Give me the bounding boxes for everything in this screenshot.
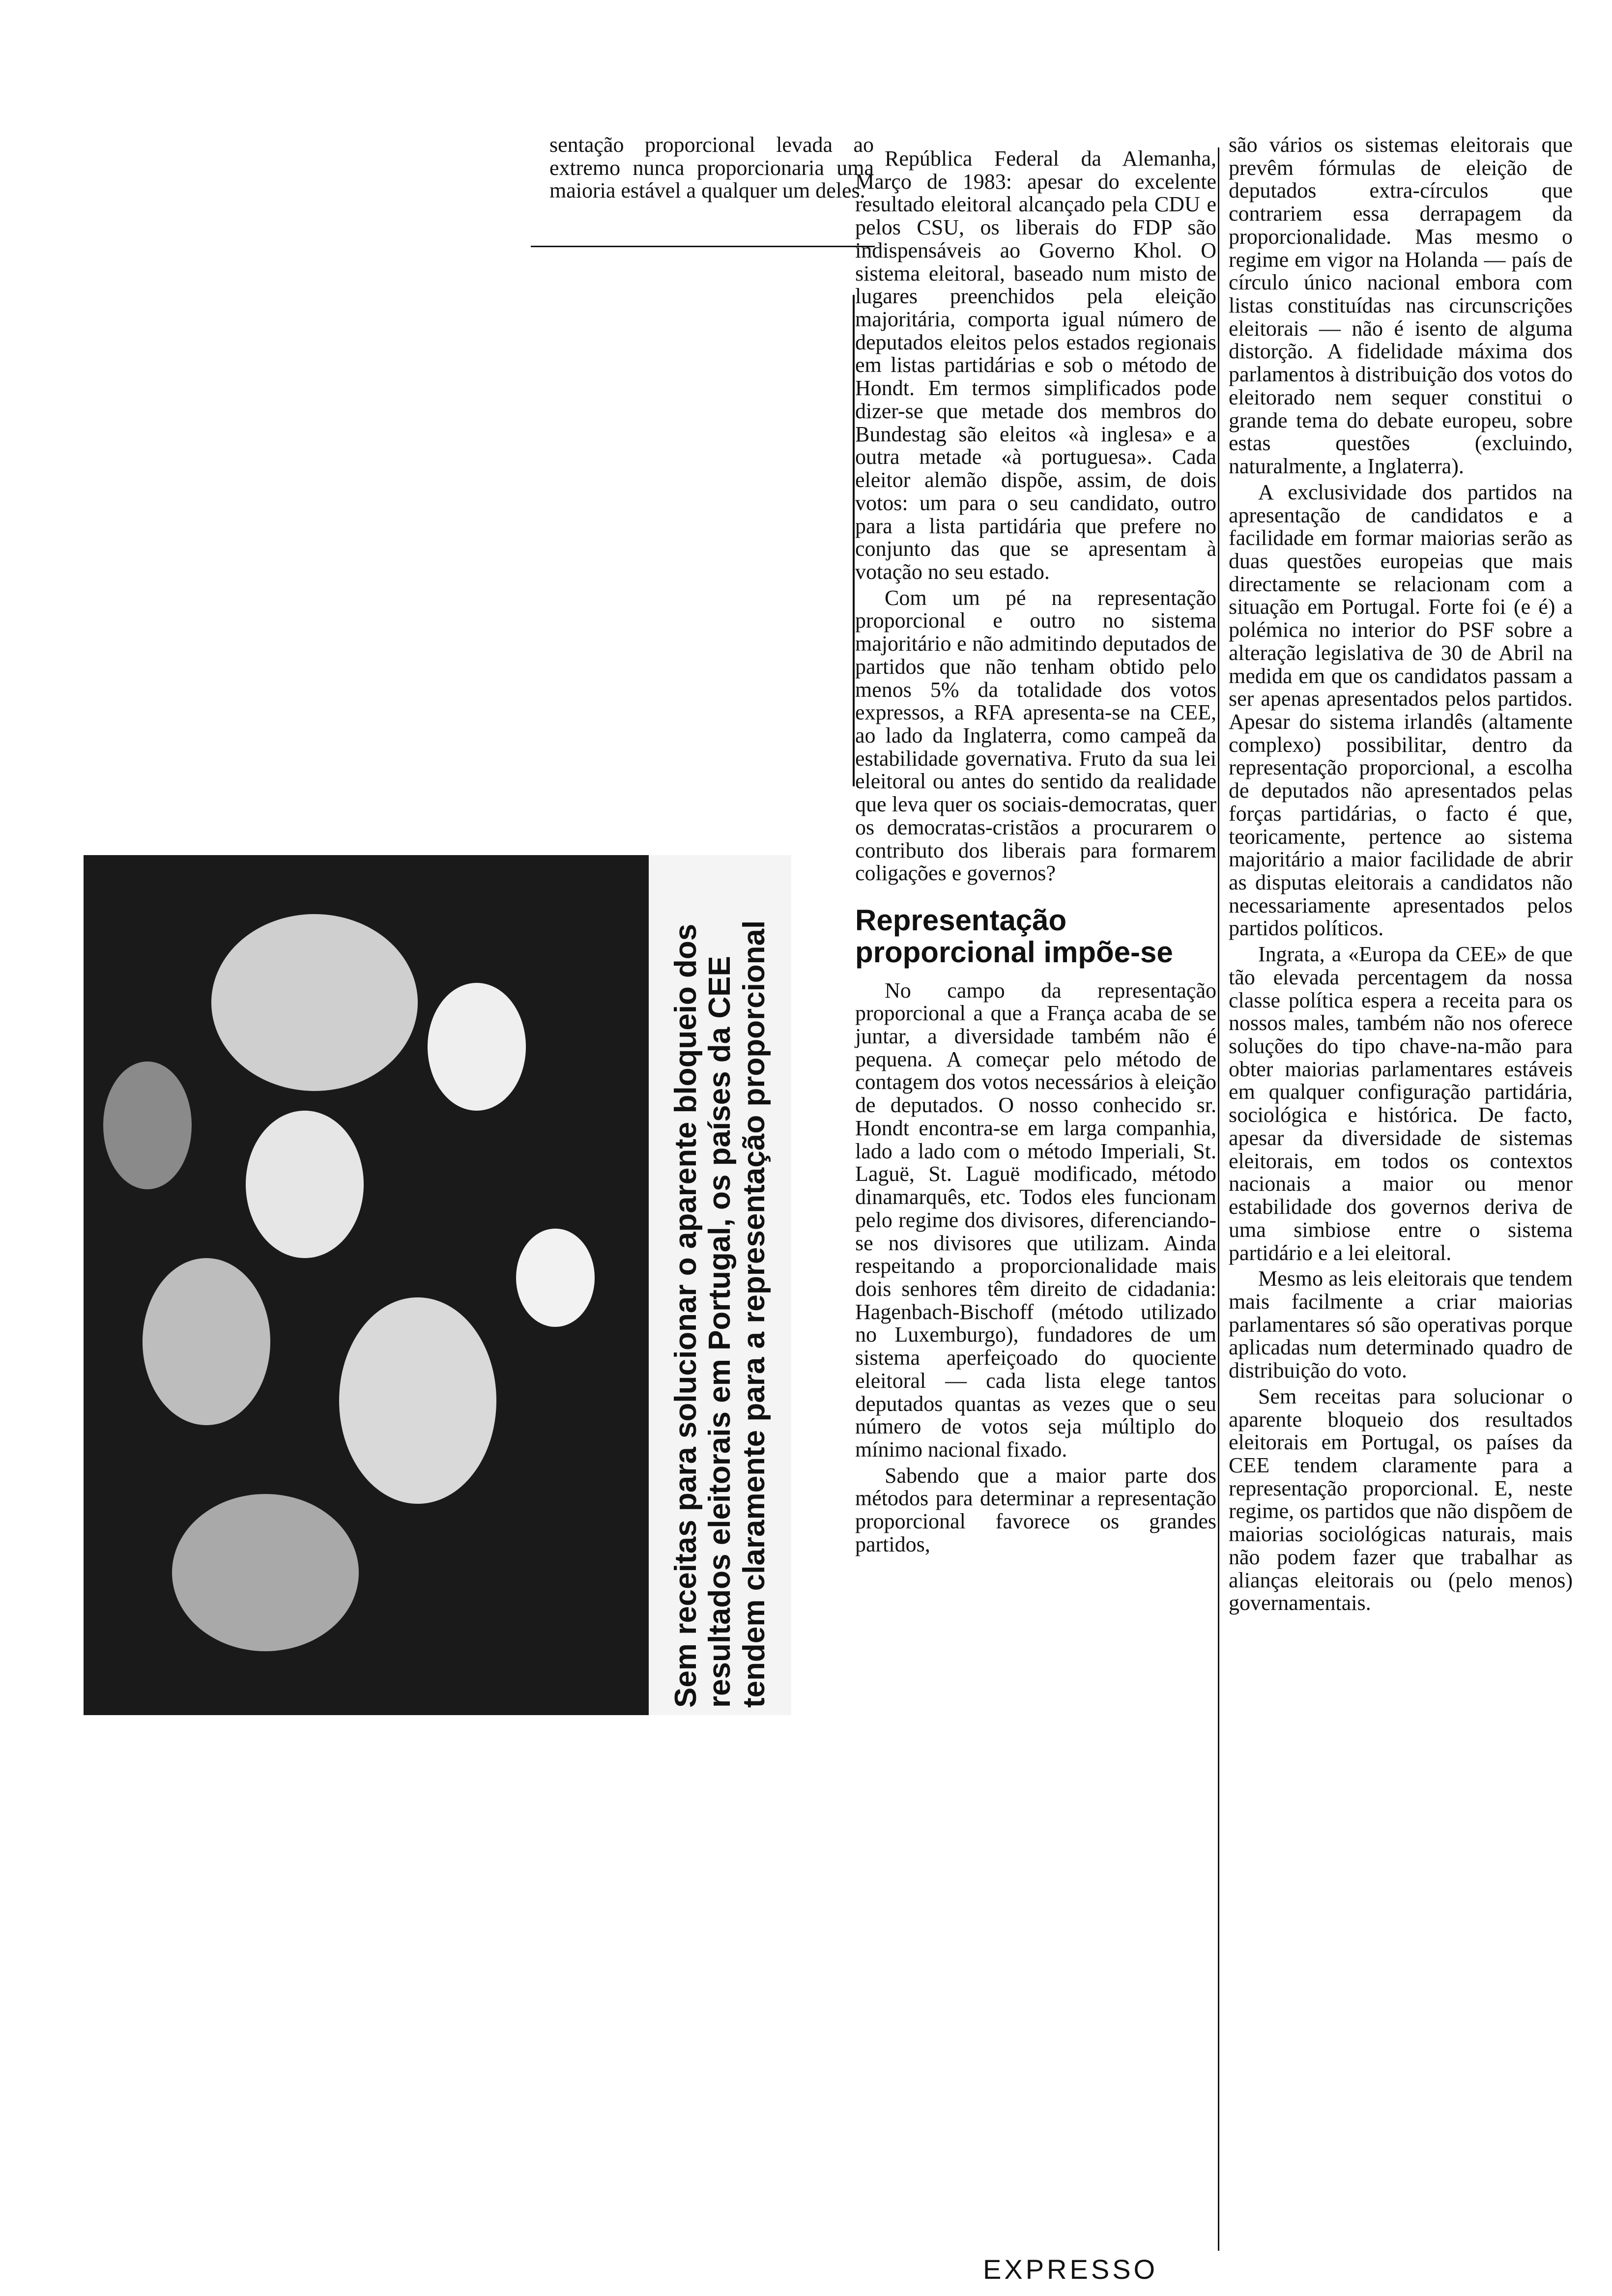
right-column (1229, 134, 1573, 1618)
top-left-column (549, 134, 874, 205)
right-paragraph-1: são vários os sistemas eleitorais que prevêm fórmulas de eleição de deputados extra-círculos que contrariem essa derrapagem da proporcionalidade. Mas mesmo o regime em vigor na Holanda — país de círculo único nacional embora com listas constituídas nas circunscrições eleitorais — não é isento de alguma distorção. A fidelidade máxima dos parlamentos à distribuição dos votos do eleitorado nem sequer constitui o grande tema do debate europeu, sobre estas questões (excluindo, naturalmente, a Inglaterra). (1229, 133, 1573, 479)
photo-highlight (516, 1229, 595, 1327)
photo-highlight (211, 914, 418, 1091)
mid-paragraph-1: República Federal da Alemanha, Março de 1983: apesar do excelente resultado eleitoral alcançado pela CDU e pelos CSU, os liberais do FDP são indispensáveis ao Governo Khol. O sistema eleitoral, baseado num misto de lugares preenchidos pela eleição majoritária, comporta igual número de deputados eleitos pelos estados regionais em listas partidárias e sob o método de Hondt. Em termos simplificados pode dizer-se que metade dos membros do Bundestag são eleitos «à inglesa» e a outra metade «à portuguesa». Cada eleitor alemão dispõe, assim, de dois votos: um para o seu candidato, outro para a lista partidária que prefere no conjunto das que se apresentam à votação no seu estado. (855, 146, 1216, 584)
right-paragraph-5: Sem receitas para solucionar o aparente bloqueio dos resultados eleitorais em Portugal, os países da CEE tendem claramente para a representação proporcional. E, neste regime, os partidos que não dispõem de maiorias sociológicas naturais, mais não podem fazer que trabalhar as alianças eleitorais ou (pelo menos) governamentais. (1229, 1384, 1573, 1615)
photo-caption-box (649, 855, 791, 1715)
mid-paragraph-2: Com um pé na representação proporcional e outro no sistema majoritário e não admitindo deputados de partidos que não tenham obtido pelo menos 5% da totalidade dos votos expressos, a RFA apresenta-se na CEE, ao lado da Inglaterra, como campeã da estabilidade governativa. Fruto da sua lei eleitoral ou antes do sentido da realidade que leva quer os sociais-democratas, quer os democratas-cristãos a procurarem o contributo dos liberais para formarem coligações e governos? (855, 585, 1216, 886)
right-paragraph-3: Ingrata, a «Europa da CEE» de que tão elevada percentagem da nossa classe política espera a receita para os nossos males, também não nos oferece soluções do tipo chave-na-mão para obter maiorias parlamentares estáveis em qualquer configuração partidária, sociológica e histórica. De facto, apesar da diversidade de sistemas eleitorais, em todos os contextos nacionais a maior ou menor estabilidade dos governos deriva de uma simbiose entre o sistema partidário e a lei eleitoral. (1229, 942, 1573, 1265)
footer-brand: EXPRESSO (983, 2254, 1158, 2285)
column-rule-middle (1218, 147, 1219, 2251)
top-left-rule (531, 246, 875, 247)
middle-column (855, 147, 1216, 1559)
photo-highlight (103, 1062, 192, 1189)
mid-paragraph-4: Sabendo que a maior parte dos métodos para determinar a representação proporcional favorece os grandes partidos, (855, 1463, 1216, 1556)
photo-highlight (143, 1258, 270, 1425)
mid-paragraph-3: No campo da representação proporcional a que a França acaba de se juntar, a diversidade também não é pequena. A começar pelo método de contagem dos votos necessários à eleição de deputados. O nosso conhecido sr. Hondt encontra-se em larga companhia, lado a lado com o método Imperiali, St. Laguë, St. Laguë modificado, método dinamarquês, etc. Todos eles funcionam pelo regime dos divisores, diferenciando-se nos divisores que utilizam. Ainda respeitando a proporcionalidade mais dois senhores têm direito de cidadania: Hagenbach-Bischoff (método utilizado no Luxemburgo), fundadores de um sistema aperfeiçoado do quociente eleitoral — cada lista elege tantos deputados quantas as vezes que o seu número de votos seja múltiplo do mínimo nacional fixado. (855, 978, 1216, 1462)
right-paragraph-4: Mesmo as leis eleitorais que tendem mais facilmente a criar maiorias parlamentares só são operativas porque aplicadas num determinado quadro de distribuição do voto. (1229, 1266, 1573, 1383)
right-paragraph-2: A exclusividade dos partidos na apresentação de candidatos e a facilidade em formar maiorias serão as duas questões europeias que mais directamente se relacionam com a situação em Portugal. Forte foi (e é) a polémica no interior do PSF sobre a alteração legislativa de 30 de Abril na medida em que os candidatos passam a ser apenas apresentados pelos partidos. Apesar do sistema irlandês (altamente complexo) possibilitar, dentro da representação proporcional, a escolha de deputados não apresentados pelas forças partidárias, o facto é que, teoricamente, pertence ao sistema majoritário a maior facilidade de abrir as disputas eleitorais a candidatos não necessariamente apresentados pelos partidos políticos. (1229, 480, 1573, 941)
photo-highlight (339, 1297, 496, 1504)
column-rule-left (853, 295, 855, 786)
photo-highlight (172, 1494, 359, 1651)
subheading: Representação proporcional impõe-se (855, 904, 1173, 969)
photo-highlight (246, 1111, 364, 1258)
top-left-paragraph: sentação proporcional levada ao extremo nunca proporcionaria uma maioria estável a qualquer um deles. (549, 133, 874, 203)
photo-highlight (428, 983, 526, 1111)
photo-caption: Sem receitas para solucionar o aparente bloqueio dos resultados eleitorais em Portugal, os países da CEE tendem claramente para a representação proporcional (668, 920, 771, 1708)
